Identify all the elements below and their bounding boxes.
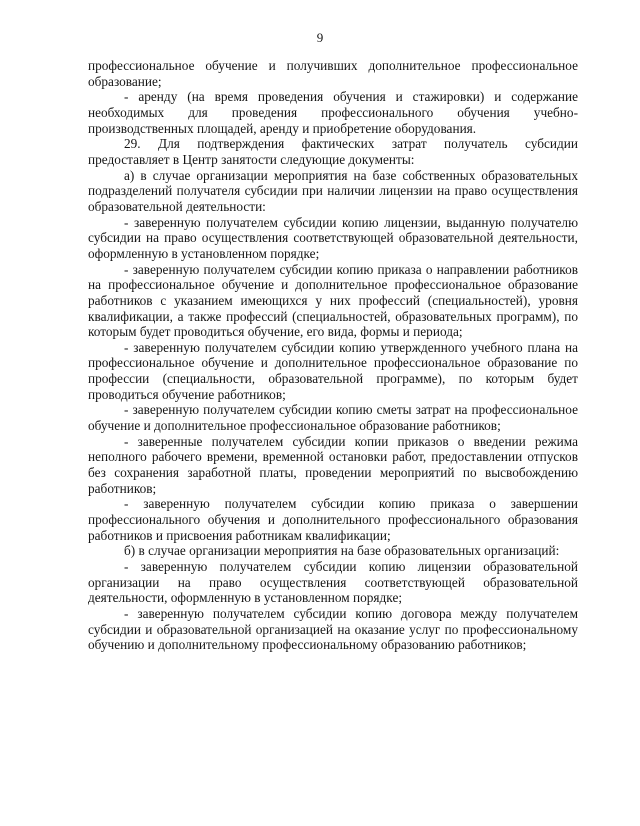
paragraph-rent-item: - аренду (на время проведения обучения и стажировки) и содержание необходимых для проведения профессионального обучения учебно-производственных площадей, аренду и приобретение оборудования. (88, 89, 578, 136)
paragraph-subclause-a: а) в случае организации мероприятия на базе собственных образовательных подразделений получателя субсидии при наличии лицензии на право осуществления образовательной деятельности: (88, 167, 578, 214)
list-item-service-contract: - заверенную получателем субсидии копию договора между получателем субсидии и образовательной организацией на оказание услуг по профессиональному обучению и дополнительному профессиональному образованию работников; (88, 605, 578, 653)
paragraph-continuation: профессиональное обучение и получивших дополнительное профессиональное образование; (88, 58, 578, 89)
list-item-training-order: - заверенную получателем субсидии копию приказа о направлении работников на профессиональное обучение и дополнительное профессиональное образование работников с указанием имеющихся у них профессий (специальностей), уровня квалификации, а также профессий (специальностей, образовательных программ), по которым будет проводиться обучение, его вида, формы и периода; (88, 261, 578, 340)
page-number: 9 (316, 30, 324, 45)
list-item-cost-estimate: - заверенную получателем субсидии копию сметы затрат на профессиональное обучение и дополнительное профессиональное образование работников; (88, 402, 578, 434)
list-item-curriculum: - заверенную получателем субсидии копию утвержденного учебного плана на профессиональное обучение и дополнительное профессиональное образование по профессии (специальности, образовательной программе), по которым будет проводиться обучение работников; (88, 339, 578, 402)
list-item-work-regime-orders: - заверенные получателем субсидии копии приказов о введении режима неполного рабочего времени, временной остановки работ, предоставлении отпусков без сохранения заработной платы, проведении мероприятий по высвобождению работников; (88, 433, 578, 496)
list-item-license-copy: - заверенную получателем субсидии копию лицензии, выданную получателю субсидии на право осуществления соответствующей образовательной деятельности, оформленную в установленном порядке; (88, 214, 578, 261)
paragraph-subclause-b: б) в случае организации мероприятия на базе образовательных организаций: (124, 543, 560, 559)
list-item-completion-order: - заверенную получателем субсидии копию приказа о завершении профессионального обучения и дополнительного профессионального образования работников и присвоения работникам квалификации; (88, 496, 578, 543)
document-body (88, 58, 578, 653)
list-item-org-license: - заверенную получателем субсидии копию лицензии образовательной организации на право осуществления соответствующей образовательной деятельности, оформленную в установленном порядке; (88, 559, 578, 606)
paragraph-clause-29: 29. Для подтверждения фактических затрат получатель субсидии предоставляет в Центр занятости следующие документы: (88, 136, 578, 167)
